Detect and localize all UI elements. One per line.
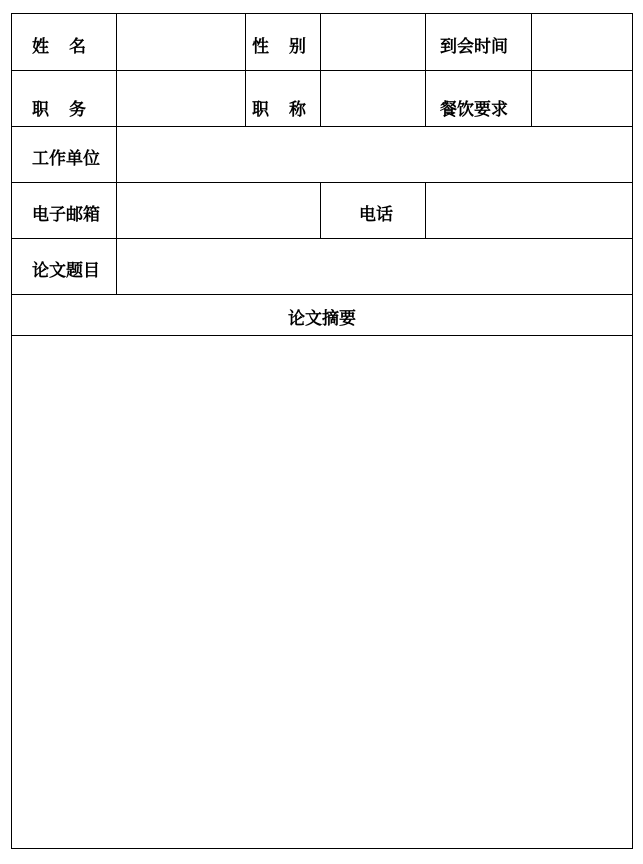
row-name-gender-arrival [12,14,632,71]
gender-label: 性 别 [252,37,306,57]
gender-label-cell [246,14,321,70]
position-field[interactable] [117,71,246,126]
row-workplace [12,127,632,183]
row-email-phone [12,183,632,239]
arrival-label-cell [426,14,532,70]
arrival-field[interactable] [532,14,634,70]
diet-field[interactable] [532,71,634,126]
email-field[interactable] [117,183,321,238]
paper-title-label-cell [12,239,117,294]
row-abstract-header [12,295,632,336]
registration-form [11,13,633,849]
abstract-field[interactable] [12,336,632,848]
email-label: 电子邮箱 [32,205,100,225]
diet-label-cell [426,71,532,126]
name-field[interactable] [117,14,246,70]
name-label: 姓 名 [32,37,86,57]
paper-title-field[interactable] [117,239,634,294]
workplace-label: 工作单位 [32,149,100,169]
title-label: 职 称 [252,100,306,120]
row-position-title-diet [12,71,632,127]
name-label-cell [12,14,117,70]
phone-label-cell [321,183,426,238]
arrival-label: 到会时间 [440,37,508,57]
title-field[interactable] [321,71,426,126]
email-label-cell [12,183,117,238]
row-paper-title [12,239,632,295]
workplace-label-cell [12,127,117,182]
abstract-label: 论文摘要 [288,309,356,329]
diet-label: 餐饮要求 [440,100,508,120]
title-label-cell [246,71,321,126]
position-label: 职 务 [32,100,86,120]
paper-title-label: 论文题目 [32,261,100,281]
position-label-cell [12,71,117,126]
phone-label: 电话 [359,205,393,225]
gender-field[interactable] [321,14,426,70]
workplace-field[interactable] [117,127,634,182]
phone-field[interactable] [426,183,634,238]
